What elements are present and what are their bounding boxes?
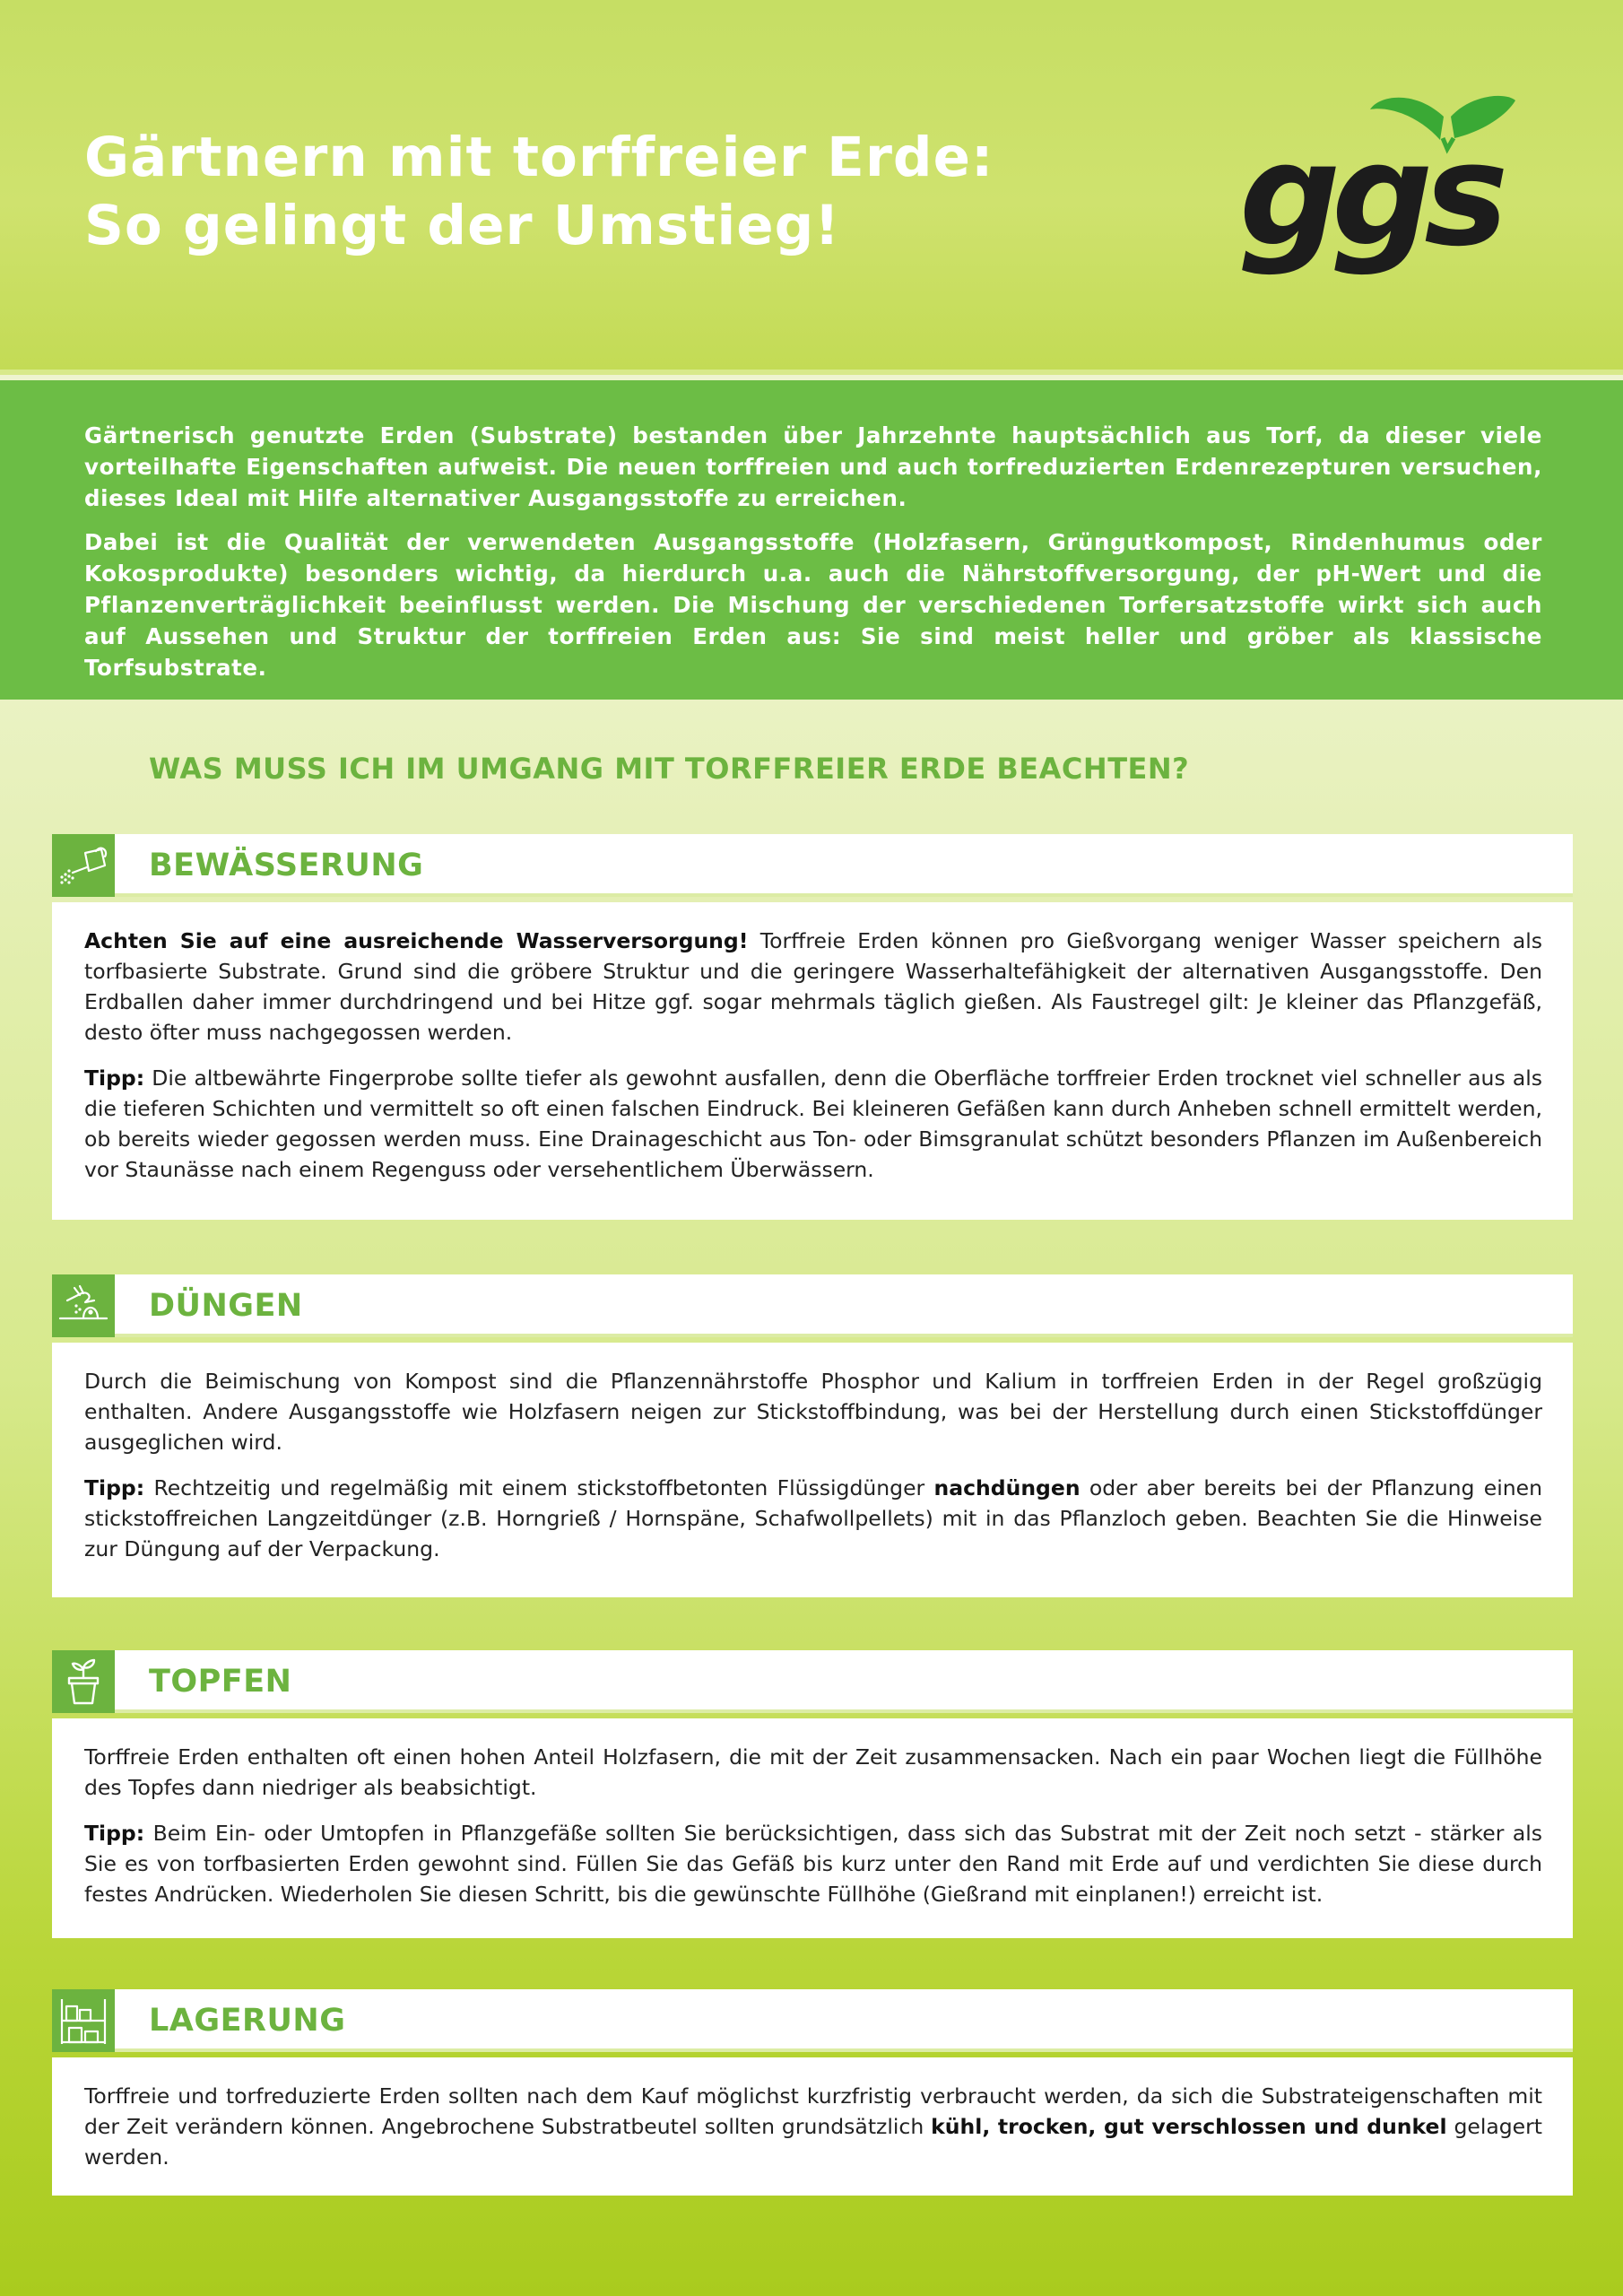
tip-text-continued: oder aber bereits bei der Pflanzung einen stickstoffreichen Langzeitdünger (z.B. Horngrieß / Hornspäne, Schafwollpellets) mit in das Pflanzloch geben. Beachten Sie die Hinweise zur Düngung auf der Verpackung. [84,1475,1542,1561]
section-lagerung [52,1989,1573,2196]
section-paragraph: Torffreie Erden enthalten oft einen hohen Anteil Holzfasern, die mit der Zeit zusammensacken. Nach ein paar Wochen liegt die Füllhöhe des Topfes dann niedriger als beabsichtigt. [84,1744,1542,1800]
section-body [52,1343,1573,1597]
storage-shelf-icon [52,1989,115,2052]
tip-label: Tipp: [84,1475,145,1500]
tip-paragraph [84,1473,1542,1564]
section-header [52,1274,1573,1337]
page-title-line-1: Gärtnern mit torffreier Erde: [84,126,994,189]
section-body [52,2057,1573,2196]
intro-paragraph-1: Gärtnerisch genutzte Erden (Substrate) bestanden über Jahrzehnte hauptsächlich aus Torf, da dieser viele vorteilhafte Eigenschaften aufweist. Die neuen torffreien und auch torfreduzierten Erdenrezepturen versuchen, dieses Ideal mit Hilfe alternativer Ausgangsstoffe zu erreichen. [84,422,1542,511]
section-paragraph [84,2081,1542,2172]
section-title: TOPFEN [149,1664,292,1700]
header-divider [0,370,1623,375]
logo-wordmark: ggs [1239,113,1500,278]
page-title [84,124,1071,260]
section-title: BEWÄSSERUNG [149,848,424,883]
tip-text: Beim Ein- oder Umtopfen in Pflanzgefäße sollten Sie berücksichtigen, dass sich das Substrat mit der Zeit noch setzt - stärker als Sie es von torfbasierten Erden gewohnt sind. Füllen Sie das Gefäß bis kurz unter den Rand mit Erde auf und verdichten Sie diese durch festes Andrücken. Wiederholen Sie diesen Schritt, bis die gewünschte Füllhöhe (Gießrand mit einplanen!) erreicht ist. [84,1821,1542,1907]
page-title-line-2: So gelingt der Umstieg! [84,194,841,257]
tip-label: Tipp: [84,1821,145,1846]
watering-can-icon [52,834,115,897]
section-title: LAGERUNG [149,2003,346,2039]
section-duengen [52,1274,1573,1597]
tip-paragraph [84,1818,1542,1909]
section-body [52,902,1573,1220]
intro-paragraph-2: Dabei ist die Qualität der verwendeten Ausgangsstoffe (Holzfasern, Grüngutkompost, Rindenhumus oder Kokosprodukte) besonders wichtig, da hierdurch u.a. auch die Nährstoffversorgung, der pH-Wert und die Pflanzenverträglichkeit beeinflusst werden. Die Mischung der verschiedenen Torfersatzstoffe wirkt sich auch auf Aussehen und Struktur der torffreien Erden aus: Sie sind meist heller und gröber als klassische Torfsubstrate. [84,529,1542,681]
section-header [52,1989,1573,2052]
emphasis-text: kühl, trocken, gut verschlossen und dunkel [931,2114,1447,2139]
body-text: Torffreie und torfreduzierte Erden sollten nach dem Kauf möglichst kurzfristig verbraucht werden, da sich die Substrateigenschaften mit der Zeit verändern können. Angebrochene Substratbeutel sollten grundsätzlich [84,2083,1542,2139]
tip-text: Die altbewährte Fingerprobe sollte tiefer als gewohnt ausfallen, denn die Oberfläche torffreier Erden trocknet viel schneller aus als die tieferen Schichten und vermittelt so oft einen falschen Eindruck. Bei kleineren Gefäßen kann durch Anheben schnell ermittelt werden, ob bereits wieder gegossen werden muss. Eine Drainageschicht aus Ton- oder Bimsgranulat schützt besonders Pflanzen im Außenbereich vor Staunässe nach einem Regenguss oder versehentlichem Überwässern. [84,1065,1542,1182]
section-bewaesserung [52,834,1573,1220]
body-text-continued: gelagert werden. [84,2114,1542,2170]
tip-paragraph [84,1063,1542,1185]
section-body [52,1718,1573,1938]
emphasis-text: nachdüngen [933,1475,1081,1500]
plant-pot-icon [52,1650,115,1713]
section-topfen [52,1650,1573,1938]
body-text: Torffreie Erden können pro Gießvorgang weniger Wasser speichern als torfbasierte Substrate. Grund sind die gröbere Struktur und die geringere Wasserhaltefähigkeit der alternativen Ausgangsstoffe. Den Erdballen daher immer durchdringend und bei Hitze ggf. sogar mehrmals täglich gießen. Als Faustregel gilt: Je kleiner das Pflanzgefäß, desto öfter muss nachgegossen werden. [84,928,1542,1045]
tip-label: Tipp: [84,1065,145,1091]
ggs-logo [1236,93,1523,291]
section-title: DÜNGEN [149,1288,303,1324]
section-paragraph [84,926,1542,1048]
emphasis-text: Achten Sie auf eine ausreichende Wasserversorgung! [84,928,749,953]
section-question-heading: WAS MUSS ICH IM UMGANG MIT TORFFREIER ERDE BEACHTEN? [149,752,1190,786]
section-paragraph: Durch die Beimischung von Kompost sind die Pflanzennährstoffe Phosphor und Kalium in torffreien Erden in der Regel großzügig enthalten. Andere Ausgangsstoffe wie Holzfasern neigen zur Stickstoffbindung, was bei der Herstellung durch einen Stickstoffdünger ausgeglichen wird. [84,1369,1542,1455]
intro-panel [0,380,1623,700]
section-header [52,1650,1573,1713]
tip-text: Rechtzeitig und regelmäßig mit einem stickstoffbetonten Flüssigdünger [144,1475,934,1500]
section-header [52,834,1573,897]
fertilizer-hand-icon [52,1274,115,1337]
